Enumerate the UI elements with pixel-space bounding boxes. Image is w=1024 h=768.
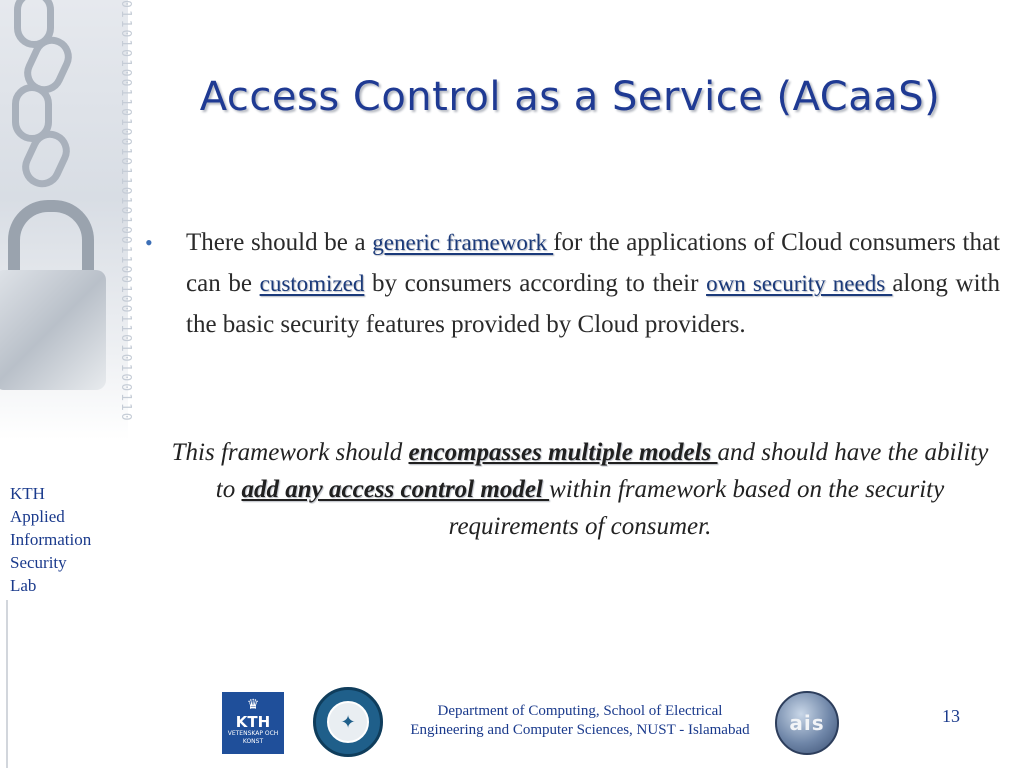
lab-label-line: Applied — [10, 507, 65, 526]
divider — [6, 600, 8, 768]
decorative-side-image — [0, 0, 133, 440]
ais-logo: ais — [775, 691, 839, 755]
nust-logo — [313, 687, 383, 757]
lab-label — [10, 482, 126, 597]
bullet-text-part: There should be a — [186, 229, 373, 256]
lab-label-line: Lab — [10, 576, 37, 595]
bullet-icon: • — [145, 230, 153, 255]
crown-icon: ♛ — [246, 697, 260, 713]
kth-logo-subtitle: VETENSKAP OCH KONST — [227, 730, 279, 745]
framework-note — [160, 434, 1000, 545]
lab-label-line: Security — [10, 553, 67, 572]
slide-title: Access Control as a Service (ACaaS) — [199, 74, 941, 120]
note-text-part: This framework should — [171, 439, 409, 466]
lab-label-line: Information — [10, 530, 92, 549]
lab-label-line: KTH — [10, 484, 45, 503]
note-text-part: within framework based on the security requirements of consumer. — [448, 476, 945, 540]
footer-department: Department of Computing, School of Electrical Engineering and Computer Sciences, NUST - Islamabad — [410, 703, 750, 738]
keyword-add-any-access-control-model: add any access control model — [241, 476, 550, 503]
keyword-encompasses-multiple-models: encompasses multiple models — [408, 439, 718, 466]
kth-logo — [222, 692, 284, 754]
padlock-icon — [0, 270, 106, 390]
note-text-part: and should have the ability to — [215, 439, 989, 503]
bullet-point — [145, 222, 1000, 345]
bullet-text-part: along with the basic security features provided by Cloud providers. — [186, 270, 1000, 338]
bullet-text — [186, 222, 1000, 345]
keyword-own-security-needs: own security needs — [706, 271, 893, 296]
bullet-text-part: by consumers according to their — [364, 270, 707, 297]
kth-logo-name: KTH — [235, 713, 271, 731]
bullet-text-part: for the applications of Cloud consumers that can be — [186, 229, 1000, 297]
keyword-generic-framework: generic framework — [372, 230, 554, 255]
binary-digits-decoration: 0110101001101001011010100110010011010100110 — [118, 0, 133, 423]
nust-emblem-icon: ✦ — [327, 701, 369, 743]
keyword-customized: customized — [259, 271, 365, 296]
page-number: 13 — [942, 706, 960, 726]
